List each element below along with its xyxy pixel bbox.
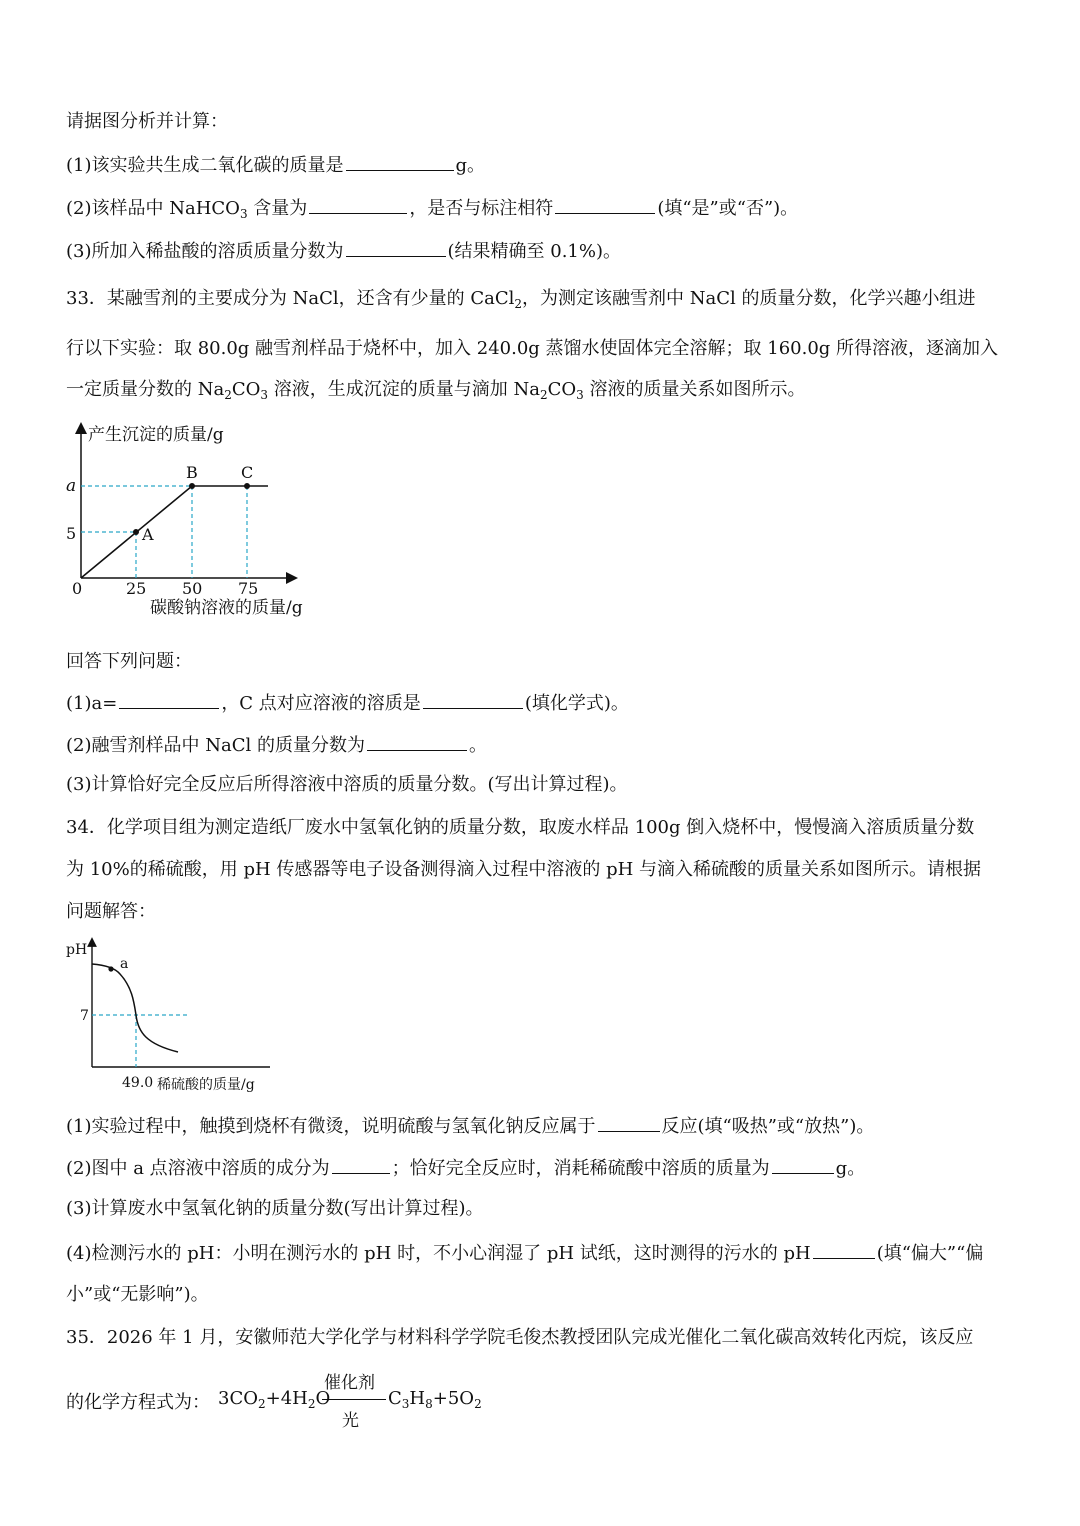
y-tick-label: a <box>66 476 77 496</box>
data-point <box>108 966 113 971</box>
answer-blank[interactable] <box>598 1113 660 1132</box>
q33-answer-text: (1)a= <box>66 693 118 714</box>
q34-answer-text: 反应(填“吸热”或“放热”)。 <box>661 1116 875 1137</box>
q33-line1 <box>66 287 975 311</box>
q34-answer4 <box>66 1240 983 1266</box>
q34-line1: 34．化学项目组为测定造纸厂废水中氢氧化钠的质量分数，取废水样品 100g 倒入烧杯中，慢慢滴入溶质质量分数 <box>66 817 975 838</box>
answer-blank[interactable] <box>346 238 446 257</box>
q33-answer-text: (2)融雪剂样品中 NaCl 的质量分数为 <box>66 735 365 756</box>
q33-answer-intro: 回答下列问题： <box>66 651 192 672</box>
q32-part3-text: (3)所加入稀盐酸的溶质质量分数为 <box>66 241 344 262</box>
subscript: 2 <box>224 388 232 402</box>
answer-blank[interactable] <box>119 690 219 709</box>
q32-part2-post: (填“是”或“否”)。 <box>657 198 799 219</box>
q32-part1 <box>66 152 485 178</box>
subscript: 3 <box>239 207 248 221</box>
answer-blank[interactable] <box>555 195 655 214</box>
origin-label: 0 <box>72 579 83 598</box>
q34-answer-text: g。 <box>835 1158 866 1179</box>
subscript: 2 <box>307 1397 316 1411</box>
formula-part: +5O <box>432 1388 475 1409</box>
formula-part: +4H <box>265 1388 308 1409</box>
q34-answer3: (3)计算废水中氢氧化钠的质量分数(写出计算过程)。 <box>66 1198 484 1219</box>
answer-blank[interactable] <box>772 1155 834 1174</box>
subscript: 2 <box>539 388 548 402</box>
subscript: 3 <box>260 388 269 402</box>
q34-answer2 <box>66 1155 865 1181</box>
subscript: 2 <box>257 1397 266 1411</box>
data-point <box>244 483 250 489</box>
q34-answer4-cont: 小”或“无影响”)。 <box>66 1284 209 1305</box>
point-label: a <box>120 956 129 972</box>
q33-answer1 <box>66 690 629 716</box>
q34-answer-text: (1)实验过程中，触摸到烧杯有微烫，说明硫酸与氢氧化钠反应属于 <box>66 1116 596 1137</box>
q34-answer1 <box>66 1113 874 1139</box>
q35-line1: 35．2026 年 1 月，安徽师范大学化学与材料科学学院毛俊杰教授团队完成光催化二氧化碳高效转化丙烷，该反应 <box>66 1327 974 1348</box>
y-tick-label: 7 <box>80 1008 89 1024</box>
y-axis-label: 产生沉淀的质量/g <box>88 425 224 445</box>
data-point <box>133 529 139 535</box>
answer-blank[interactable] <box>309 195 407 214</box>
y-tick-label: 5 <box>66 524 77 543</box>
answer-blank[interactable] <box>332 1155 390 1174</box>
q33-text: 33．某融雪剂的主要成分为 NaCl，还含有少量的 CaCl <box>66 288 515 309</box>
reaction-arrow-bar <box>322 1399 386 1400</box>
q32-part2-mid2: ，是否与标注相符 <box>409 198 554 219</box>
q33-text: 溶液的质量关系如图所示。 <box>583 379 806 400</box>
formula-part: C <box>388 1388 402 1409</box>
q33-line3 <box>66 378 806 402</box>
q34-answer-text: (4)检测污水的 pH：小明在测污水的 pH 时，不小心润湿了 pH 试纸，这时测得的污水的 pH <box>66 1243 811 1264</box>
q32-intro: 请据图分析并计算： <box>66 111 228 132</box>
x-axis-label: 碳酸钠溶液的质量/g <box>150 598 303 618</box>
q33-answer2 <box>66 732 487 758</box>
x-tick-label: 49.0 <box>122 1075 154 1091</box>
q34-line2: 为 10%的稀硫酸，用 pH 传感器等电子设备测得滴入过程中溶液的 pH 与滴入稀硫酸的质量关系如图所示。请根据 <box>66 859 982 880</box>
q32-part2 <box>66 195 798 221</box>
point-label: A <box>142 525 154 544</box>
equation-reactants <box>218 1388 330 1409</box>
catalyst-label: 催化剂 <box>324 1373 375 1393</box>
formula-part: O <box>315 1388 331 1409</box>
ph-curve <box>92 964 178 1052</box>
data-point <box>189 483 195 489</box>
subscript: 2 <box>474 1397 482 1411</box>
chemical-equation <box>66 1373 566 1446</box>
point-label: B <box>186 463 198 482</box>
subscript: 2 <box>514 297 523 311</box>
answer-blank[interactable] <box>813 1240 875 1259</box>
q32-part1-text: (1)该实验共生成二氧化碳的质量是 <box>66 155 344 176</box>
formula-part: H <box>409 1388 426 1409</box>
q33-answer-text: (填化学式)。 <box>524 693 629 714</box>
q32-part3-post: (结果精确至 0.1%)。 <box>447 241 621 262</box>
q34-answer-text: (填“偏大”“偏 <box>876 1243 984 1264</box>
q32-part2-mid: 含量为 <box>247 198 308 219</box>
equation-prefix: 的化学方程式为： <box>66 1392 210 1413</box>
q33-answer-text: 。 <box>468 735 487 756</box>
q32-part3 <box>66 238 621 264</box>
q33-text: CO <box>547 379 577 400</box>
ph-chart <box>60 932 290 1097</box>
answer-blank[interactable] <box>367 732 467 751</box>
q33-answer-text: ，C 点对应溶液的溶质是 <box>221 693 421 714</box>
q32-part2-text: (2)该样品中 NaHCO <box>66 198 240 219</box>
subscript: 3 <box>401 1397 410 1411</box>
q34-line3: 问题解答： <box>66 901 156 922</box>
point-label: C <box>241 463 254 482</box>
formula-part: 3CO <box>218 1388 258 1409</box>
equation-products <box>388 1388 482 1409</box>
answer-blank[interactable] <box>346 152 454 171</box>
q33-text: 一定质量分数的 Na <box>66 379 225 400</box>
q33-answer3: (3)计算恰好完全反应后所得溶液中溶质的质量分数。(写出计算过程)。 <box>66 774 628 795</box>
condition-light-label: 光 <box>342 1411 359 1431</box>
subscript: 3 <box>576 388 584 402</box>
x-tick-label: 75 <box>238 579 259 598</box>
precipitate-chart <box>60 420 340 625</box>
answer-blank[interactable] <box>423 690 523 709</box>
q33-line2: 行以下实验：取 80.0g 融雪剂样品于烧杯中，加入 240.0g 蒸馏水使固体完全溶解；取 160.0g 所得溶液，逐滴加入 <box>66 338 999 359</box>
x-axis-label: 稀硫酸的质量/g <box>157 1077 255 1093</box>
q34-answer-text: ；恰好完全反应时，消耗稀硫酸中溶质的质量为 <box>391 1158 770 1179</box>
q32-part1-unit: g。 <box>455 155 486 176</box>
y-axis-label: pH <box>66 942 88 958</box>
q34-answer-text: (2)图中 a 点溶液中溶质的成分为 <box>66 1158 330 1179</box>
x-tick-label: 25 <box>126 579 147 598</box>
guide-lines <box>81 486 247 578</box>
q33-text: 溶液，生成沉淀的质量与滴加 Na <box>268 379 540 400</box>
q33-text: CO <box>231 379 261 400</box>
q33-text: ，为测定该融雪剂中 NaCl 的质量分数，化学兴趣小组进 <box>522 288 976 309</box>
x-tick-label: 50 <box>182 579 203 598</box>
subscript: 8 <box>425 1397 433 1411</box>
